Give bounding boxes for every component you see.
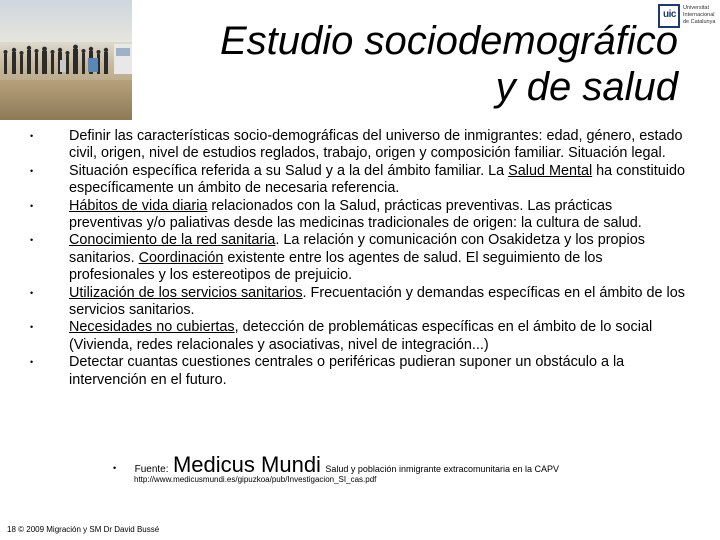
bullet-text: Definir las características socio-demográficas del universo de inmigrantes: edad, género, estado civil, origen, nivel de estudios reglados, trabajo, origen y composición familiar. Situación legal. xyxy=(69,128,683,162)
source-description: Salud y población inmigrante extracomunitaria en la CAPV xyxy=(325,464,560,474)
bullet-text: . Frecuentación y demandas específicas en el ámbito de los servicios sanitarios. xyxy=(69,284,685,319)
bullet-icon: • xyxy=(30,200,34,211)
bullet-text: . La relación y comunicación con Osakidetza y los propios sanitarios. xyxy=(69,232,645,266)
logo-mark: uic xyxy=(663,9,676,20)
title-line-1: Estudio sociodemográfico xyxy=(219,19,678,63)
underlined-term: Coordinación xyxy=(138,249,224,266)
bullet-item xyxy=(30,128,685,163)
bullet-item xyxy=(30,319,685,354)
bullet-icon: • xyxy=(30,357,34,368)
bullet-icon: • xyxy=(113,462,117,473)
bullet-item xyxy=(30,232,685,284)
bullet-icon: • xyxy=(30,322,34,333)
source-url[interactable]: http://www.medicusmundi.es/gipuzkoa/pub/Investigacion_SI_cas.pdf xyxy=(134,475,377,484)
bullet-item xyxy=(30,163,685,198)
bullet-list xyxy=(30,128,685,389)
bullet-icon: • xyxy=(30,235,34,246)
bullet-item xyxy=(30,354,685,389)
underlined-term: Hábitos de vida diaria xyxy=(69,197,208,214)
bullet-icon: • xyxy=(30,131,34,141)
source-label: Fuente: xyxy=(134,464,169,475)
bullet-text: Detectar cuantas cuestiones centrales o periféricas pudieran suponer un obstáculo a la intervención en el futuro. xyxy=(69,354,625,388)
slide-footer: 18 © 2009 Migración y SM Dr David Bussé xyxy=(7,525,160,534)
underlined-term: Necesidades no cubiertas xyxy=(69,319,235,336)
bullet-text: ha constituido específicamente un ámbito de necesaria referencia. xyxy=(69,162,685,197)
bullet-text: , detección de problemáticas específicas en el ámbito de lo social (Vivienda, redes relacionales y asociativas, nivel de integración...) xyxy=(69,319,653,353)
bullet-text: relacionados con la Salud, prácticas preventivas. Las prácticas preventivas y/o paliativas desde las medicinas tradicionales de origen: la cultura de salud. xyxy=(69,197,642,232)
bullet-text: existente entre los agentes de salud. El seguimiento de los profesionales y los estereotipos de prejuicio. xyxy=(69,249,603,284)
crowd-photo xyxy=(0,0,132,120)
bullet-item xyxy=(30,198,685,233)
source-name: Medicus Mundi xyxy=(172,452,321,477)
slide-title xyxy=(220,18,678,110)
bullet-item xyxy=(30,285,685,320)
underlined-term: Utilización de los servicios sanitarios xyxy=(69,284,303,301)
bullet-text: Situación específica referida a su Salud y a la del ámbito familiar. La xyxy=(69,162,509,179)
underlined-term: Conocimiento de la red sanitaria xyxy=(69,232,276,249)
bullet-icon: • xyxy=(30,165,34,176)
logo-text: Universitat Internacional de Catalunya xyxy=(683,5,716,25)
title-line-2: y de salud xyxy=(495,65,678,109)
bullet-icon: • xyxy=(30,287,34,298)
underlined-term: Salud Mental xyxy=(508,162,593,179)
